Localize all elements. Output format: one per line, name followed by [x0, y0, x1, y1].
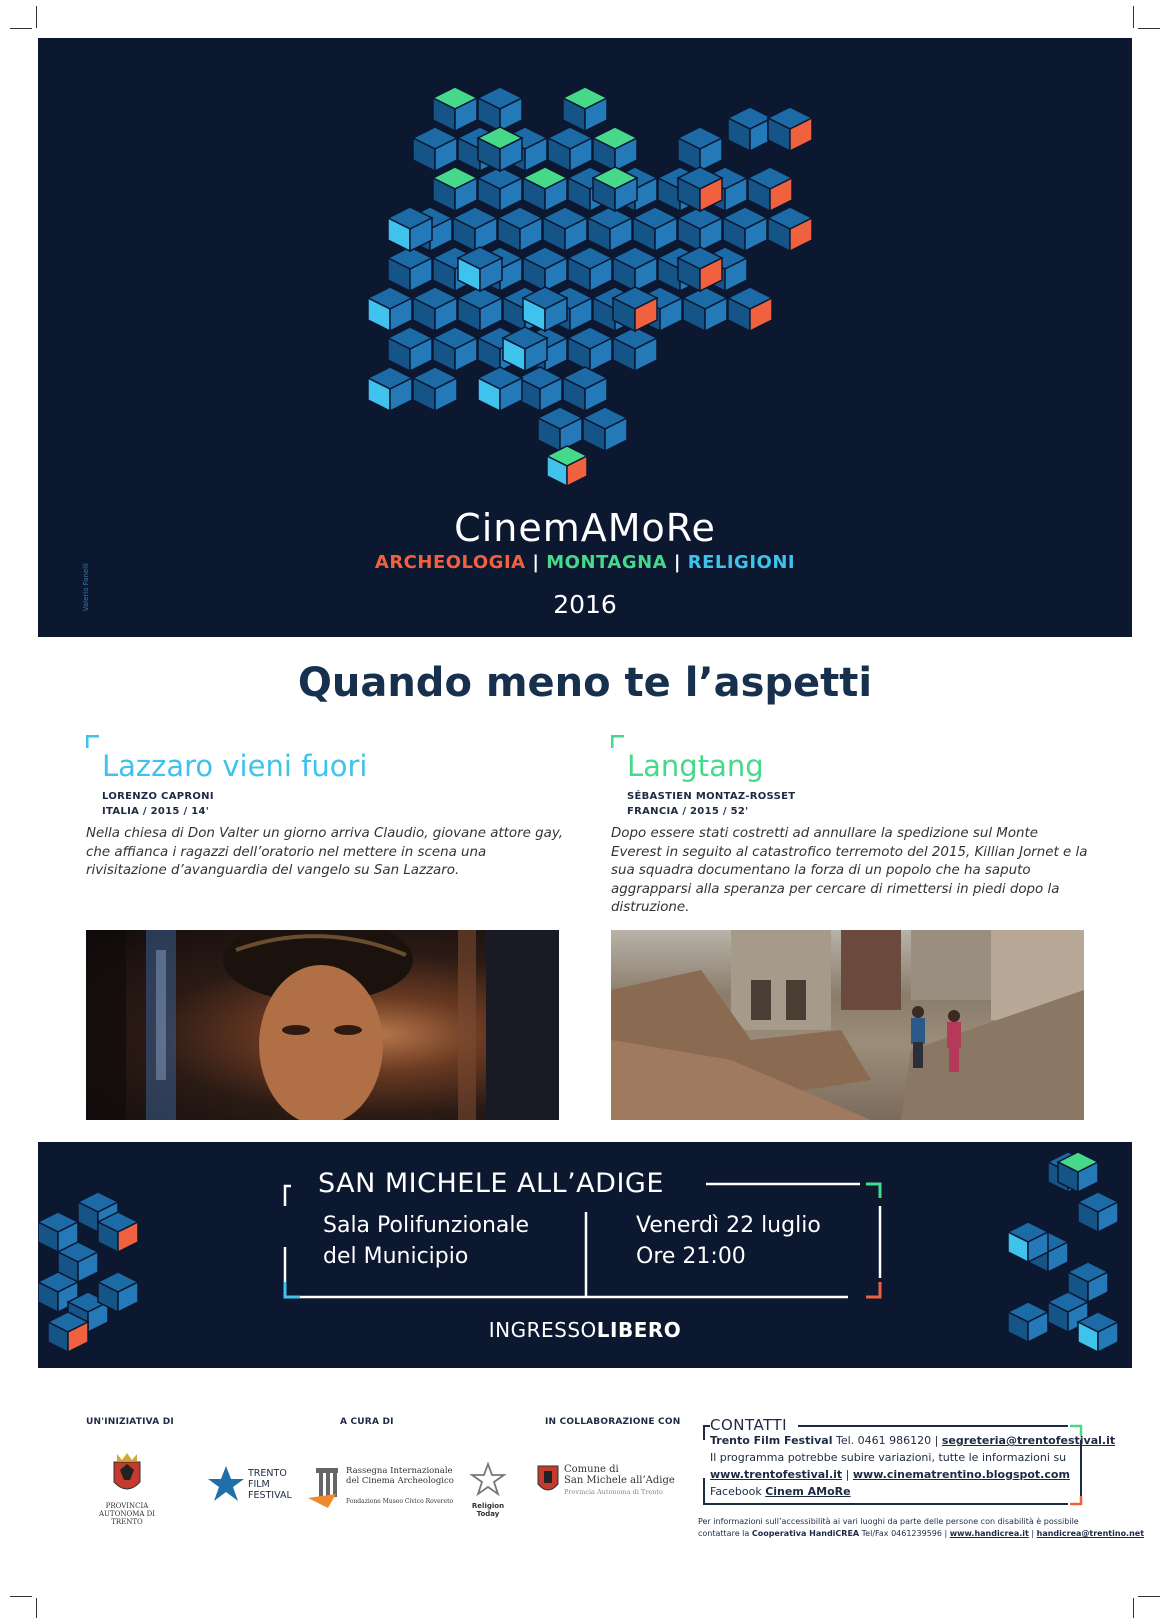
cube-icon	[388, 247, 432, 291]
photo-credit: Valerio Fanelli	[82, 563, 90, 612]
corner-bracket-icon	[866, 1282, 880, 1297]
corner-bracket-icon	[285, 1282, 300, 1297]
logo-comune-san-michele	[536, 1462, 686, 1512]
logo-religion-today	[462, 1460, 514, 1516]
cube-icon	[683, 287, 727, 331]
cube-icon	[478, 367, 522, 411]
venue-place	[323, 1210, 529, 1272]
cube-icon	[748, 167, 792, 211]
accessibility-tel: Tel/Fax 0461239596 |	[861, 1529, 948, 1538]
contact-title: CONTATTI	[710, 1416, 791, 1434]
film-title: Lazzaro vieni fuori	[102, 749, 368, 783]
film-meta	[102, 789, 214, 819]
cube-icon	[368, 287, 412, 331]
column-icon	[308, 1464, 344, 1508]
cube-icon	[568, 327, 612, 371]
facebook-link[interactable]: Cinem AMoRe	[765, 1485, 851, 1498]
rassegna-text: Rassegna Internazionale del Cinema Archeologico	[346, 1466, 454, 1486]
coat-of-arms-icon	[84, 1450, 170, 1498]
cube-icon	[433, 87, 477, 131]
crop-mark	[1133, 1598, 1134, 1618]
free-entry-prefix: INGRESSO	[488, 1318, 597, 1342]
cube-icon	[458, 287, 502, 331]
logo-provincia-text: PROVINCIA AUTONOMA DI TRENTO	[98, 1502, 156, 1526]
label-collab: IN COLLABORAZIONE CON	[545, 1417, 681, 1427]
logo-trento-film-festival	[206, 1464, 296, 1518]
cube-icon	[678, 127, 722, 171]
venue-datetime	[636, 1210, 821, 1272]
film-still-lazzaro	[86, 930, 559, 1120]
crop-mark	[1138, 1596, 1160, 1597]
festival-year: 2016	[553, 590, 617, 619]
theme-archeologia: ARCHEOLOGIA	[374, 552, 526, 573]
crop-mark	[10, 1596, 32, 1597]
cube-icon	[678, 207, 722, 251]
theme-montagna: MONTAGNA	[546, 552, 668, 573]
site-cinematrentino-link[interactable]: www.cinematrentino.blogspot.com	[852, 1468, 1070, 1481]
comune-line2: San Michele all’Adige	[564, 1475, 675, 1486]
contact-line-1	[710, 1432, 1115, 1449]
cube-icon	[728, 287, 772, 331]
cube-icon	[543, 207, 587, 251]
film-director: SÉBASTIEN MONTAZ-ROSSET	[627, 791, 796, 802]
label-curated: A CURA DI	[340, 1417, 394, 1427]
cube-icon	[413, 367, 457, 411]
cube-icon	[563, 87, 607, 131]
venue-place-line2: del Municipio	[323, 1244, 469, 1269]
film-meta	[627, 789, 795, 819]
cube-icon	[518, 367, 562, 411]
contact-org: Trento Film Festival	[710, 1434, 833, 1447]
crop-mark	[1138, 28, 1160, 29]
accessibility-pipe: |	[1031, 1529, 1035, 1538]
cube-icon	[478, 87, 522, 131]
cube-icon	[368, 367, 412, 411]
cube-icon	[593, 127, 637, 171]
star-outline-icon	[462, 1460, 514, 1500]
cube-icon	[583, 407, 627, 451]
contact-note: Il programma potrebbe subire variazioni, tutte le informazioni su	[710, 1451, 1067, 1464]
festival-themes	[38, 552, 1132, 573]
cube-icon	[453, 207, 497, 251]
cube-icon	[433, 167, 477, 211]
cube-icon	[547, 446, 587, 486]
event-headline: Quando meno te l’aspetti	[297, 660, 873, 706]
cube-icon	[388, 327, 432, 371]
festival-title: CinemAMoRe	[454, 506, 716, 550]
comune-sub: Provincia Autonoma di Trento	[564, 1488, 663, 1496]
cube-icon	[588, 207, 632, 251]
contact-line-3	[710, 1466, 1070, 1483]
cube-icon	[433, 327, 477, 371]
cube-icon	[523, 247, 567, 291]
film-synopsis: Nella chiesa di Don Valter un giorno arriva Claudio, giovane attore gay, che affianca i ragazzi dell’oratorio nel mettere in scena una rivisitazione d’avanguardia del vangelo su San Lazzaro.	[86, 826, 563, 878]
star-icon	[206, 1464, 246, 1504]
cube-icon	[723, 207, 767, 251]
logo-provincia-trento	[84, 1450, 170, 1526]
cube-icon	[613, 247, 657, 291]
film-director: LORENZO CAPRONI	[102, 791, 214, 802]
facebook-label: Facebook	[710, 1485, 762, 1498]
venue-frame	[285, 1186, 291, 1206]
handicrea-web-link[interactable]: www.handicrea.it	[949, 1529, 1029, 1538]
hero-banner	[38, 38, 1132, 637]
crop-mark	[36, 6, 37, 28]
accessibility-coop: Cooperativa HandiCREA	[751, 1529, 860, 1538]
cube-icon	[768, 207, 812, 251]
accessibility-line2	[698, 1528, 1145, 1540]
contact-line-4	[710, 1483, 851, 1500]
rassegna-sub: Fondazione Museo Civico Rovereto	[346, 1498, 454, 1505]
corner-bracket-icon	[86, 735, 99, 748]
cube-icon	[633, 207, 677, 251]
event-time: Ore 21:00	[636, 1244, 746, 1269]
film-details: ITALIA / 2015 / 14'	[102, 806, 210, 817]
trento-festival-text: TRENTO FILM FESTIVAL	[248, 1468, 292, 1501]
cube-icon	[768, 107, 812, 151]
label-initiative: UN'INIZIATIVA DI	[86, 1417, 174, 1427]
corner-bracket-icon	[611, 735, 624, 748]
contact-email-link[interactable]: segreteria@trentofestival.it	[941, 1434, 1116, 1447]
film-still-illustration	[611, 930, 1084, 1120]
handicrea-mail-link[interactable]: handicrea@trentino.net	[1036, 1529, 1145, 1538]
film-synopsis: Dopo essere stati costretti ad annullare la spedizione sul Monte Everest in seguito al catastrofico terremoto del 2015, Killian Jornet e la sua squadra documentano la forza di un popolo che ha saputo aggrapparsi alla speranza per cercare di rimettersi in piedi dopo la distruzione.	[611, 826, 1088, 915]
corner-bracket-icon	[866, 1184, 880, 1198]
accessibility-line1: Per informazioni sull’accessibilità ai vari luoghi da parte delle persone con disabilità è possibile	[698, 1517, 1079, 1526]
free-entry	[38, 1318, 1132, 1342]
theme-separator: |	[532, 552, 540, 573]
theme-religioni: RELIGIONI	[687, 552, 796, 573]
crop-mark	[10, 28, 32, 29]
venue-banner	[38, 1142, 1132, 1368]
film-still-illustration	[86, 930, 559, 1120]
crop-mark	[36, 1598, 37, 1618]
cube-icon	[728, 107, 772, 151]
contact-pipe: |	[845, 1468, 850, 1481]
cube-icon	[523, 167, 567, 211]
free-entry-bold: LIBERO	[596, 1318, 682, 1342]
accessibility-note	[698, 1516, 1145, 1540]
site-trentofestival-link[interactable]: www.trentofestival.it	[710, 1468, 843, 1481]
logo-rassegna-archeologica	[308, 1464, 458, 1520]
cube-icon	[538, 407, 582, 451]
contact-box	[698, 1416, 1116, 1510]
contact-tel: Tel. 0461 986120 |	[835, 1434, 939, 1447]
film-details: FRANCIA / 2015 / 52'	[627, 806, 749, 817]
accessibility-prefix: contattare la	[698, 1529, 750, 1538]
cube-icon	[413, 287, 457, 331]
venue-place-line1: Sala Polifunzionale	[323, 1213, 530, 1238]
shield-icon	[536, 1462, 560, 1496]
cube-icon	[613, 327, 657, 371]
film-title: Langtang	[627, 749, 764, 783]
cube-icon	[548, 127, 592, 171]
cube-icon	[563, 367, 607, 411]
comune-line1: Comune di	[564, 1464, 619, 1475]
cube-icon	[413, 127, 457, 171]
cube-icon	[498, 207, 542, 251]
theme-separator: |	[673, 552, 681, 573]
cube-icon	[568, 247, 612, 291]
event-date: Venerdì 22 luglio	[636, 1213, 821, 1238]
venue-town: SAN MICHELE ALL’ADIGE	[318, 1168, 664, 1199]
film-still-langtang	[611, 930, 1084, 1120]
cube-icon	[478, 167, 522, 211]
crop-mark	[1133, 6, 1134, 28]
religion-today-text: Religion Today	[471, 1502, 505, 1518]
cube-icon	[1078, 1192, 1118, 1232]
